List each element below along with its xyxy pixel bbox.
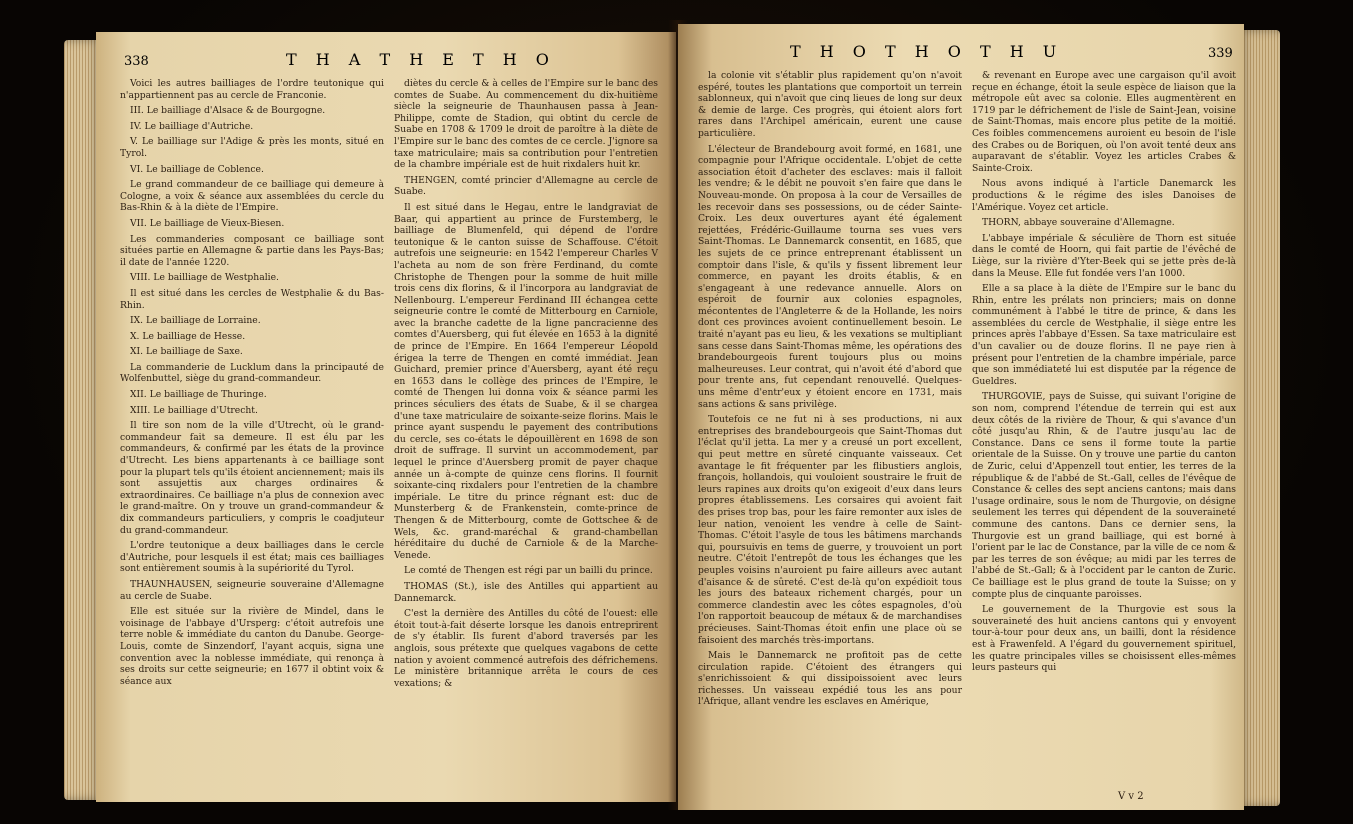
paragraph: THOMAS (St.), isle des Antilles qui appartient au Dannemarck. [394,580,658,604]
right-running-head: T H O T H O T H U [790,42,1064,61]
left-column-2 [394,78,658,693]
left-column-1 [120,78,384,693]
paragraph: XIII. Le bailliage d'Utrecht. [130,404,258,416]
paragraph: diètes du cercle & à celles de l'Empire sur le banc des comtes de Suabe. Au commencement du dix-huitième siècle la seigneurie de Thaunhausen passa à Jean-Philippe, comte de Stadion, qui obtint du cercle de Suabe en 1708 & 1709 le droit de paroître à la diète de l'Empire sur le banc des comtes de ce cercle. J'ignore sa taxe matriculaire; mais sa contribution pour l'entretien de la chambre impériale est de huit rixdalers huit kr. [394,78,658,171]
paragraph: Le comté de Thengen est régi par un bailli du prince. [404,565,653,577]
signature-mark: V v 2 [1118,791,1144,802]
left-running-head: T H A T H E T H O [286,50,556,69]
paragraph: Elle est située sur la rivière de Mindel, dans le voisinage de l'abbaye d'Ursperg: c'étoit autrefois une terre noble & immédiate du canton du Danube. George-Louis, comte de Sinzendorf, l'ayant acquis, signa une convention avec la noblesse immédiate, qui renonça à ses droits sur cette seigneurie; en 1677 il obtint voix & séance aux [120,606,384,687]
paragraph: Mais le Dannemarck ne profitoit pas de cette circulation rapide. C'étoient des étrangers qui s'enrichissoient & qui dissipoissoient avec leurs richesses. Un vaisseau expédié tous les ans pour l'Afrique, allant vendre les esclaves en Amérique, [698,650,962,708]
paragraph: Toutefois ce ne fut ni à ses productions, ni aux entreprises des brandebourgeois que Saint-Thomas dut l'éclat qu'il jetta. La mer y a creusé un port excellent, qui peut mettre en sûreté cinquante vaisseaux. Cet avantage le fit fréquenter par les flibustiers anglois, françois, hollandois, qui vouloient soustraire le fruit de leurs rapines aux droits qu'on exigeoit d'eux dans leurs propres établissemens. Les corsaires qui avoient fait des prises trop bas, pour les faire remonter aux isles de leur nation, venoient les vendre à celle de Saint-Thomas. C'étoit l'asyle de tous les bâtimens marchands qui, poursuivis en tems de guerre, y trouvoient un port neutre. C'étoit l'entrepôt de tous les échanges que les peuples voisins n'auroient pu faire ailleurs avec autant d'aisance & de sûreté. C'est de-là qu'on expédioit tous les jours des bateaux richement chargés, pour un commerce clandestin avec les côtes espagnoles, d'où l'on rapportoit beaucoup de métaux & de marchandises précieuses. Saint-Thomas étoit enfin une place où se faisoient des marchés très-importans. [698,414,962,646]
paragraph: la colonie vit s'établir plus rapidement qu'on n'avoit espéré, toutes les plantations que comportoit un terrein sablonneux, qui n'avoit que cinq lieues de long sur deux & demie de large. Ces progrès, qui étoient alors fort rares dans l'Archipel américain, eurent une cause particulière. [698,70,962,139]
paragraph: L'ordre teutonique a deux bailliages dans le cercle d'Autriche, pour lesquels il est état; mais ces bailliages sont entièrement soumis à la supériorité du Tyrol. [120,540,384,575]
paragraph: IV. Le bailliage d'Autriche. [130,120,254,132]
right-column-1 [698,70,962,712]
paragraph: XI. Le bailliage de Saxe. [130,346,243,358]
paragraph: Elle a sa place à la diète de l'Empire sur le banc du Rhin, entre les prélats non princiers; mais on donne communément à l'abbé le titre de prince, & dans les assemblées du cercle de Westphalie, il siège entre les princes après l'abbaye d'Essen. Sa taxe matriculaire est d'un cavalier ou de douze florins. Il ne paye rien à présent pour l'entretien de la chambre impériale, parce que son immédiateté lui est disputée par la régence de Gueldres. [972,283,1236,387]
paragraph: THAUNHAUSEN, seigneurie souveraine d'Allemagne au cercle de Suabe. [120,578,384,602]
paragraph: Voici les autres bailliages de l'ordre teutonique qui n'appartiennent pas au cercle de Franconie. [120,78,384,101]
left-page-number: 338 [124,54,149,69]
paragraph: L'abbaye impériale & séculière de Thorn est située dans le comté de Hoorn, qui fait partie de l'évêché de Liège, sur la rivière d'Yter-Beek qui se jette près de-là dans la Meuse. Elle fut fondée vers l'an 1000. [972,232,1236,279]
paragraph: VIII. Le bailliage de Westphalie. [130,272,279,284]
right-column-2 [972,70,1236,712]
paragraph: VI. Le bailliage de Coblence. [130,163,264,175]
paragraph: THURGOVIE, pays de Suisse, qui suivant l'origine de son nom, comprend l'étendue de terrein qui est aux deux côtés de la rivière de Thour, & qui s'avance d'un côté jusqu'au Rhin, & de l'autre jusqu'au lac de Constance. Dans ce sens il forme toute la partie orientale de la Suisse. On y trouve une partie du canton de Zuric, celui d'Appenzell tout entier, les terres de la république & de l'abbé de St.-Gall, celles de l'évêque de Constance & celles des sept anciens cantons; mais dans l'usage ordinaire, sous le nom de Thurgovie, on désigne seulement les terres qui dépendent de la souveraineté commune des cantons. Dans ce dernier sens, la Thurgovie est un grand bailliage, qui est borné à l'orient par le lac de Constance, par la ville de ce nom & par les terres de son évêque; au midi par les terres de l'abbé de St.-Gall; & à l'occident par le canton de Zuric. Ce bailliage est le plus grand de toute la Suisse; on y compte plus de cinquante paroisses. [972,391,1236,600]
paragraph: Il tire son nom de la ville d'Utrecht, où le grand-commandeur fait sa demeure. Il est élu par les commandeurs, & confirmé par les états de la province d'Utrecht. Les biens appartenants à ce bailliage sont pour la plupart tels qu'ils étoient anciennement; mais ils sont assujettis aux charges ordinaires & extraordinaires. Ce bailliage n'a plus de connexion avec le grand-maître. On y trouve un grand-commandeur & dix commandeurs particuliers, y compris le coadjuteur du grand-commandeur. [120,420,384,536]
paragraph: IX. Le bailliage de Lorraine. [130,315,261,327]
paragraph: XII. Le bailliage de Thuringe. [130,389,267,401]
paragraph: V. Le bailliage sur l'Adige & près les monts, situé en Tyrol. [120,136,384,159]
paragraph: THORN, abbaye souveraine d'Allemagne. [982,217,1175,229]
paragraph: L'électeur de Brandebourg avoit formé, en 1681, une compagnie pour l'Afrique occidentale. L'objet de cette association étoit d'acheter des esclaves: mais il falloit les vendre; & le débit ne pouvoit s'en faire que dans le Nouveau-monde. On proposa à la cour de Versailles de les recevoir dans ses possessions, ou de céder Sainte-Croix. Les deux ouvertures ayant été également rejettées, Frédéric-Guillaume tourna ses vues vers Saint-Thomas. Le Dannemarck consentit, en 1685, que les sujets de ce prince entreprenant établissent un comptoir dans l'isle, & qu'ils y fissent librement leur commerce, en payant les droits établis, & en s'engageant à une redevance annuelle. Alors on espéroit de fournir aux colonies espagnoles, mécontentes de l'Angleterre & de la Hollande, les noirs dont ces provinces avoient continuellement besoin. Le traité n'ayant pas eu lieu, & les vexations se multipliant sans cesse dans Saint-Thomas même, les opérations des brandebourgeois furent toujours plus ou moins malheureuses. Leur contrat, qui n'avoit été d'abord que pour trente ans, fut cependant renouvellé. Quelques-uns même d'entr'eux y étoient encore en 1731, mais sans actions & sans privilège. [698,143,962,410]
paragraph: La commanderie de Lucklum dans la principauté de Wolfenbuttel, siège du grand-commandeur. [120,361,384,385]
paragraph: X. Le bailliage de Hesse. [130,330,246,342]
paragraph: VII. Le bailliage de Vieux-Biesen. [130,217,285,229]
right-page-number: 339 [1208,46,1233,61]
paragraph: Il est situé dans les cercles de Westphalie & du Bas-Rhin. [120,287,384,311]
right-page [678,24,1244,810]
paragraph: III. Le bailliage d'Alsace & de Bourgogne. [130,105,326,117]
left-page [96,32,676,802]
paragraph: Nous avons indiqué à l'article Danemarck les productions & le régime des isles Danoises de l'Amérique. Voyez cet article. [972,178,1236,213]
paragraph: & revenant en Europe avec une cargaison qu'il avoit reçue en échange, étoit la seule espèce de liaison que la métropole eût avec sa colonie. Elles augmentèrent en 1719 par le défrichement de l'isle de Saint-Jean, voisine de Saint-Thomas, mais encore plus petite de la moitié. Ces foibles commencemens auroient eu besoin de l'isle des Crabes ou de Boriquen, où l'on avoit tenté deux ans auparavant de s'établir. Voyez les articles Crabes & Sainte-Croix. [972,70,1236,174]
paragraph: THENGEN, comté princier d'Allemagne au cercle de Suabe. [394,174,658,198]
paragraph: Il est situé dans le Hegau, entre le landgraviat de Baar, qui appartient au prince de Furstemberg, le bailliage de Blumenfeld, qui dépend de l'ordre teutonique & le canton suisse de Schaffouse. C'étoit autrefois une seigneurie: en 1542 l'empereur Charles V l'acheta au nom de son frère Ferdinand, du comte Christophe de Thengen pour la somme de huit mille trois cens dix florins, & il l'incorpora au landgraviat de Nellenbourg. L'empereur Ferdinand III échangea cette seigneurie contre le comté de Mitterbourg en Carniole, avec la branche cadette de la ligne pancracienne des comtes d'Auersberg, qui fut élevée en 1653 à la dignité de prince de l'Empire. En 1664 l'empereur Léopold érigea la terre de Thengen en comté immédiat. Jean Guichard, premier prince d'Auersberg, ayant été reçu en 1653 dans le collège des princes de l'Empire, le comté de Thengen lui donna voix & séance parmi les princes séculiers des états de Suabe, & il se chargea d'une taxe matriculaire de soixante-seize florins. Mais le prince ayant suspendu le payement des contributions du cercle, ses co-états le dépouillèrent en 1698 de son droit de suffrage. Il survint un accommodement, par lequel le prince d'Auersberg promit de payer chaque année un à-compte de quinze cens florins. Il fournit soixante-cinq rixdalers pour l'entretien de la chambre impériale. Le titre du prince régnant est: duc de Munsterberg & de Frankenstein, comte-prince de Thengen & de Mitterbourg, comte de Gottschee & de Wels, &c. grand-maréchal & grand-chambellan héréditaire du duché de Carniole & de la Marche-Venede. [394,201,658,561]
paragraph: Le gouvernement de la Thurgovie est sous la souveraineté des huit anciens cantons qui y envoyent tour-à-tour pour deux ans, un bailli, dont la résidence est à Frawenfeld. A l'égard du gouvernement spirituel, les quatre principales villes se choisissent elles-mêmes leurs pasteurs qui [972,604,1236,674]
paragraph: Les commanderies composant ce bailliage sont situées partie en Allemagne & partie dans les Pays-Bas; il date de l'année 1220. [120,233,384,268]
paragraph: Le grand commandeur de ce bailliage qui demeure à Cologne, a voix & séance aux assemblées du cercle du Bas-Rhin & à la diète de l'Empire. [120,179,384,214]
paragraph: C'est la dernière des Antilles du côté de l'ouest: elle étoit tout-à-fait déserte lorsque les danois entreprirent de s'y établir. Ils furent d'abord traversés par les anglois, sous prétexte que quelques vagabons de cette nation y avoient commencé autrefois des défrichemens. Le ministère britannique arrêta le cours de ces vexations; & [394,608,658,689]
